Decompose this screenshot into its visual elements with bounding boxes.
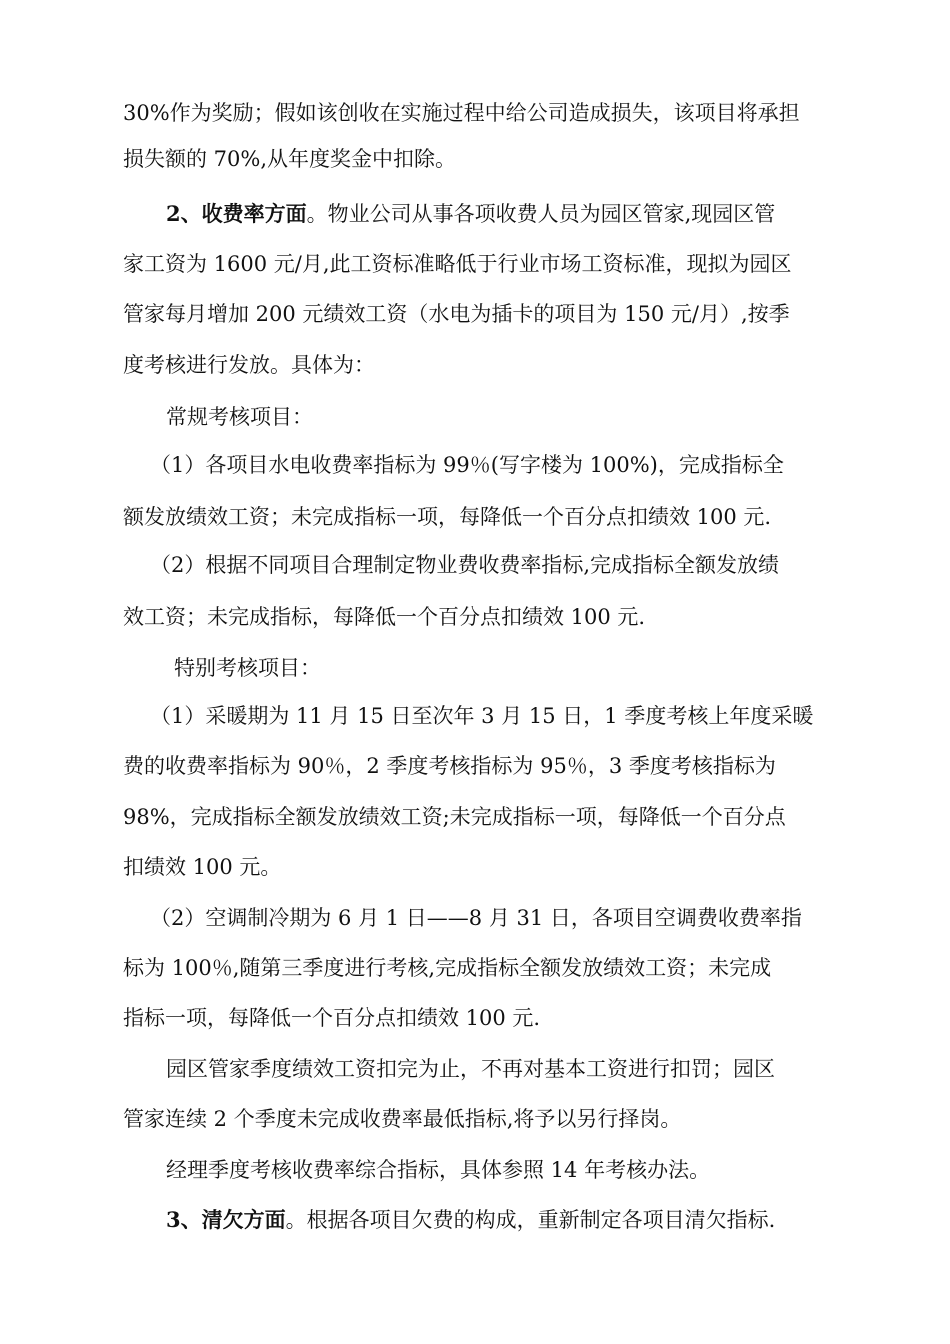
text-line: （1）采暖期为 11 月 15 日至次年 3 月 15 日，1 季度考核上年度采暖 (150, 704, 814, 728)
text-line: 家工资为 1600 元/月,此工资标准略低于行业市场工资标准，现拟为园区 (123, 252, 792, 276)
text-line: 扣绩效 100 元。 (123, 855, 282, 879)
text-line: 管家每月增加 200 元绩效工资（水电为插卡的项目为 150 元/月）,按季 (123, 302, 790, 326)
subheading: 常规考核项目： (166, 405, 313, 429)
text-line: 30%作为奖励；假如该创收在实施过程中给公司造成损失，该项目将承担 (123, 101, 800, 125)
text-line: 额发放绩效工资；未完成指标一项，每降低一个百分点扣绩效 100 元. (123, 505, 772, 529)
section-heading: 2、收费率方面 (166, 201, 307, 226)
text-line: 损失额的 70%,从年度奖金中扣除。 (123, 147, 457, 171)
text-line: 园区管家季度绩效工资扣完为止，不再对基本工资进行扣罚；园区 (166, 1057, 775, 1081)
text-span: 。物业公司从事各项收费人员为园区管家,现园区管 (306, 202, 776, 226)
text-line: （2）根据不同项目合理制定物业费收费率指标,完成指标全额发放绩 (150, 553, 780, 577)
section-heading: 3、清欠方面 (166, 1207, 286, 1232)
text-line: 98%，完成指标全额发放绩效工资;未完成指标一项，每降低一个百分点 (123, 805, 786, 829)
text-line: 经理季度考核收费率综合指标，具体参照 14 年考核办法。 (166, 1158, 711, 1182)
subheading: 特别考核项目： (174, 656, 321, 680)
text-span: 。根据各项目欠费的构成，重新制定各项目清欠指标. (285, 1208, 776, 1232)
text-line: （2）空调制冷期为 6 月 1 日——8 月 31 日，各项目空调费收费率指 (150, 906, 802, 930)
text-line: 度考核进行发放。具体为： (123, 353, 375, 377)
paragraph-3 (166, 1208, 775, 1232)
text-line: 指标一项，每降低一个百分点扣绩效 100 元. (123, 1006, 541, 1030)
paragraph-2 (166, 202, 775, 226)
text-line: 费的收费率指标为 90％，2 季度考核指标为 95％，3 季度考核指标为 (123, 754, 776, 778)
text-line: 标为 100％,随第三季度进行考核,完成指标全额发放绩效工资；未完成 (123, 956, 772, 980)
text-line: （1）各项目水电收费率指标为 99％(写字楼为 100%)，完成指标全 (150, 453, 784, 477)
text-line: 效工资；未完成指标，每降低一个百分点扣绩效 100 元. (123, 605, 646, 629)
text-line: 管家连续 2 个季度未完成收费率最低指标,将予以另行择岗。 (123, 1107, 682, 1131)
